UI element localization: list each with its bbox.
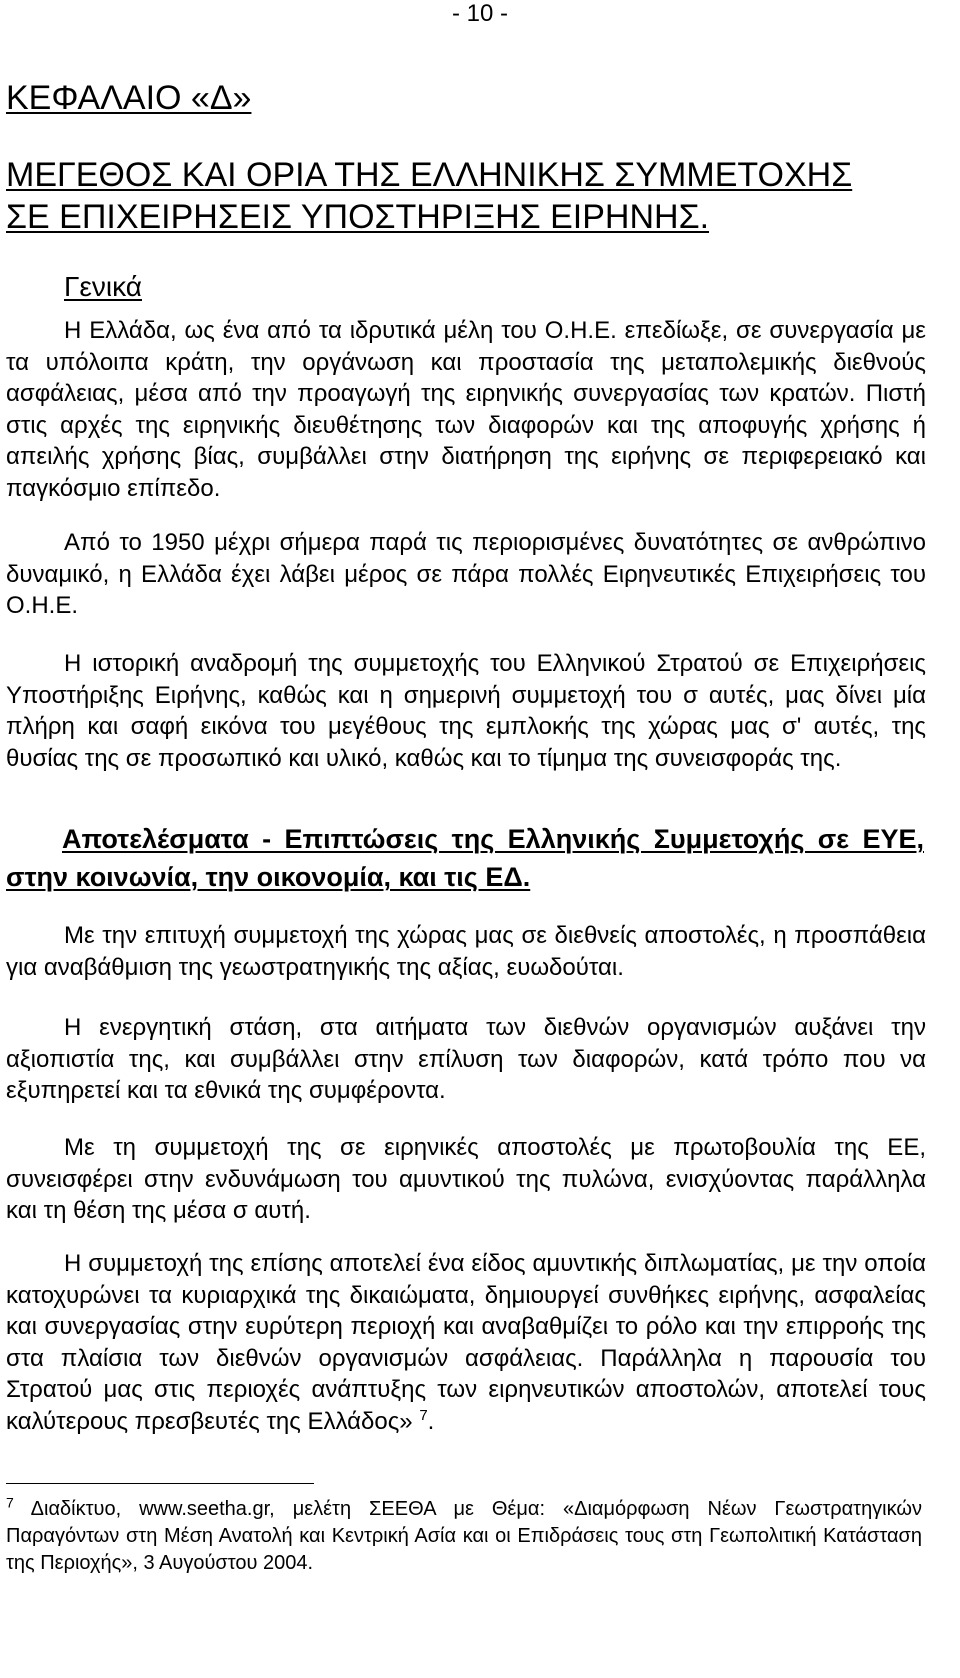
chapter-heading: ΚΕΦΑΛΑΙΟ «Δ» [6,79,252,117]
footnote-separator [6,1483,314,1484]
chapter-title-line-1: ΜΕΓΕΘΟΣ ΚΑΙ ΟΡΙΑ ΤΗΣ ΕΛΛΗΝΙΚΗΣ ΣΥΜΜΕΤΟΧΗΣ [6,156,853,194]
paragraph-text: Με τη συμμετοχή της σε ειρηνικές αποστολές με πρωτοβουλία της ΕΕ, συνεισφέρει στην ενδυνάμωση του αμυντικού της πυλώνα, ενισχύοντας παράλληλα και τη θέση της μέσα σ αυτή. [6,1134,926,1224]
paragraph-text: Η συμμετοχή της επίσης αποτελεί ένα είδος αμυντικής διπλωματίας, με την οποία κατοχυρώνει τα κυριαρχικά της δικαιώματα, δημιουργεί συνθήκες ειρήνης, ασφαλείας και συνεργασίας στην ευρύτερη περιοχή και αναβαθμίζει το ρόλο και την επιρροής της στα πλαίσια των διεθνών οργανισμών ασφάλειας. Παράλληλα η παρουσία του Στρατού μας στις περιοχές ανάπτυξης των ειρηνευτικών αποστολών, αποτελεί τους καλύτερους πρεσβευτές της Ελλάδος» [6,1250,926,1435]
paragraph [6,920,926,983]
paragraph-text: Από το 1950 μέχρι σήμερα παρά τις περιορισμένες δυνατότητες σε ανθρώπινο δυναμικό, η Ελλάδα έχει λάβει μέρος σε πάρα πολλές Ειρηνευτικές Επιχειρήσεις του Ο.Η.Ε. [6,529,926,619]
section-heading-results [6,820,924,896]
paragraph [6,1132,926,1227]
footnote-reference[interactable]: 7 [419,1406,428,1424]
paragraph-text: Με την επιτυχή συμμετοχή της χώρας μας σε διεθνείς αποστολές, η προσπάθεια για αναβάθμιση της γεωστρατηγικής της αξίας, ευωδούται. [6,922,926,981]
paragraph-text: Η ενεργητική στάση, στα αιτήματα των διεθνών οργανισμών αυξάνει την αξιοπιστία της, και συμβάλλει στην επίλυση των διαφορών, κατά τρόπο που να εξυπηρετεί και τα εθνικά της συμφέροντα. [6,1014,926,1104]
section-heading-general: Γενικά [64,271,142,302]
footnote-text: Διαδίκτυο, www.seetha.gr, μελέτη ΣΕΕΘΑ με Θέμα: «Διαμόρφωση Νέων Γεωστρατηγικών Παραγόντων στη Μέση Ανατολή και Κεντρική Ασία και οι Επιδράσεις τους στη Γεωπολιτική Κατάσταση της Περιοχής», 3 Αυγούστου 2004. [6,1498,923,1574]
paragraph-text: Η ιστορική αναδρομή της συμμετοχής του Ελληνικού Στρατού σε Επιχειρήσεις Υποστήριξης Ειρήνης, καθώς και η σημερινή συμμετοχή του σ αυτές, μας δίνει μία πλήρη και σαφή εικόνα του μεγέθους της εμπλοκής της χώρας μας σ' αυτές, της θυσίας της σε προσωπικό και υλικό, καθώς και το τίμημα της συνεισφοράς της. [6,650,926,772]
paragraph [6,1012,926,1107]
footnote-number: 7 [6,1494,14,1511]
paragraph [6,315,926,504]
paragraph [6,1248,926,1437]
paragraph [6,527,926,622]
paragraph [6,648,926,774]
section-heading-text: Αποτελέσματα - Επιπτώσεις της Ελληνικής Συμμετοχής σε ΕΥΕ, στην κοινωνία, την οικονομία, και τις ΕΔ. [6,824,924,892]
page-number: - 10 - [451,0,508,27]
paragraph-end: . [427,1407,435,1435]
paragraph-text: Η Ελλάδα, ως ένα από τα ιδρυτικά μέλη του Ο.Η.Ε. επεδίωξε, σε συνεργασία με τα υπόλοιπα κράτη, την οργάνωση και προστασία της μεταπολεμικής διεθνούς ασφάλειας, μέσα από την προαγωγή της ειρηνικής συνεργασίας των κρατών. Πιστή στις αρχές της ειρηνικής διευθέτησης των διαφορών και της αποφυγής χρήσης ή απειλής χρήσης βίας, συμβάλλει στην διατήρηση της ειρήνης σε περιφερειακό και παγκόσμιο επίπεδο. [6,317,926,502]
footnote [6,1496,922,1577]
chapter-title-line-2: ΣΕ ΕΠΙΧΕΙΡΗΣΕΙΣ ΥΠΟΣΤΗΡΙΞΗΣ ΕΙΡΗΝΗΣ. [6,198,710,236]
